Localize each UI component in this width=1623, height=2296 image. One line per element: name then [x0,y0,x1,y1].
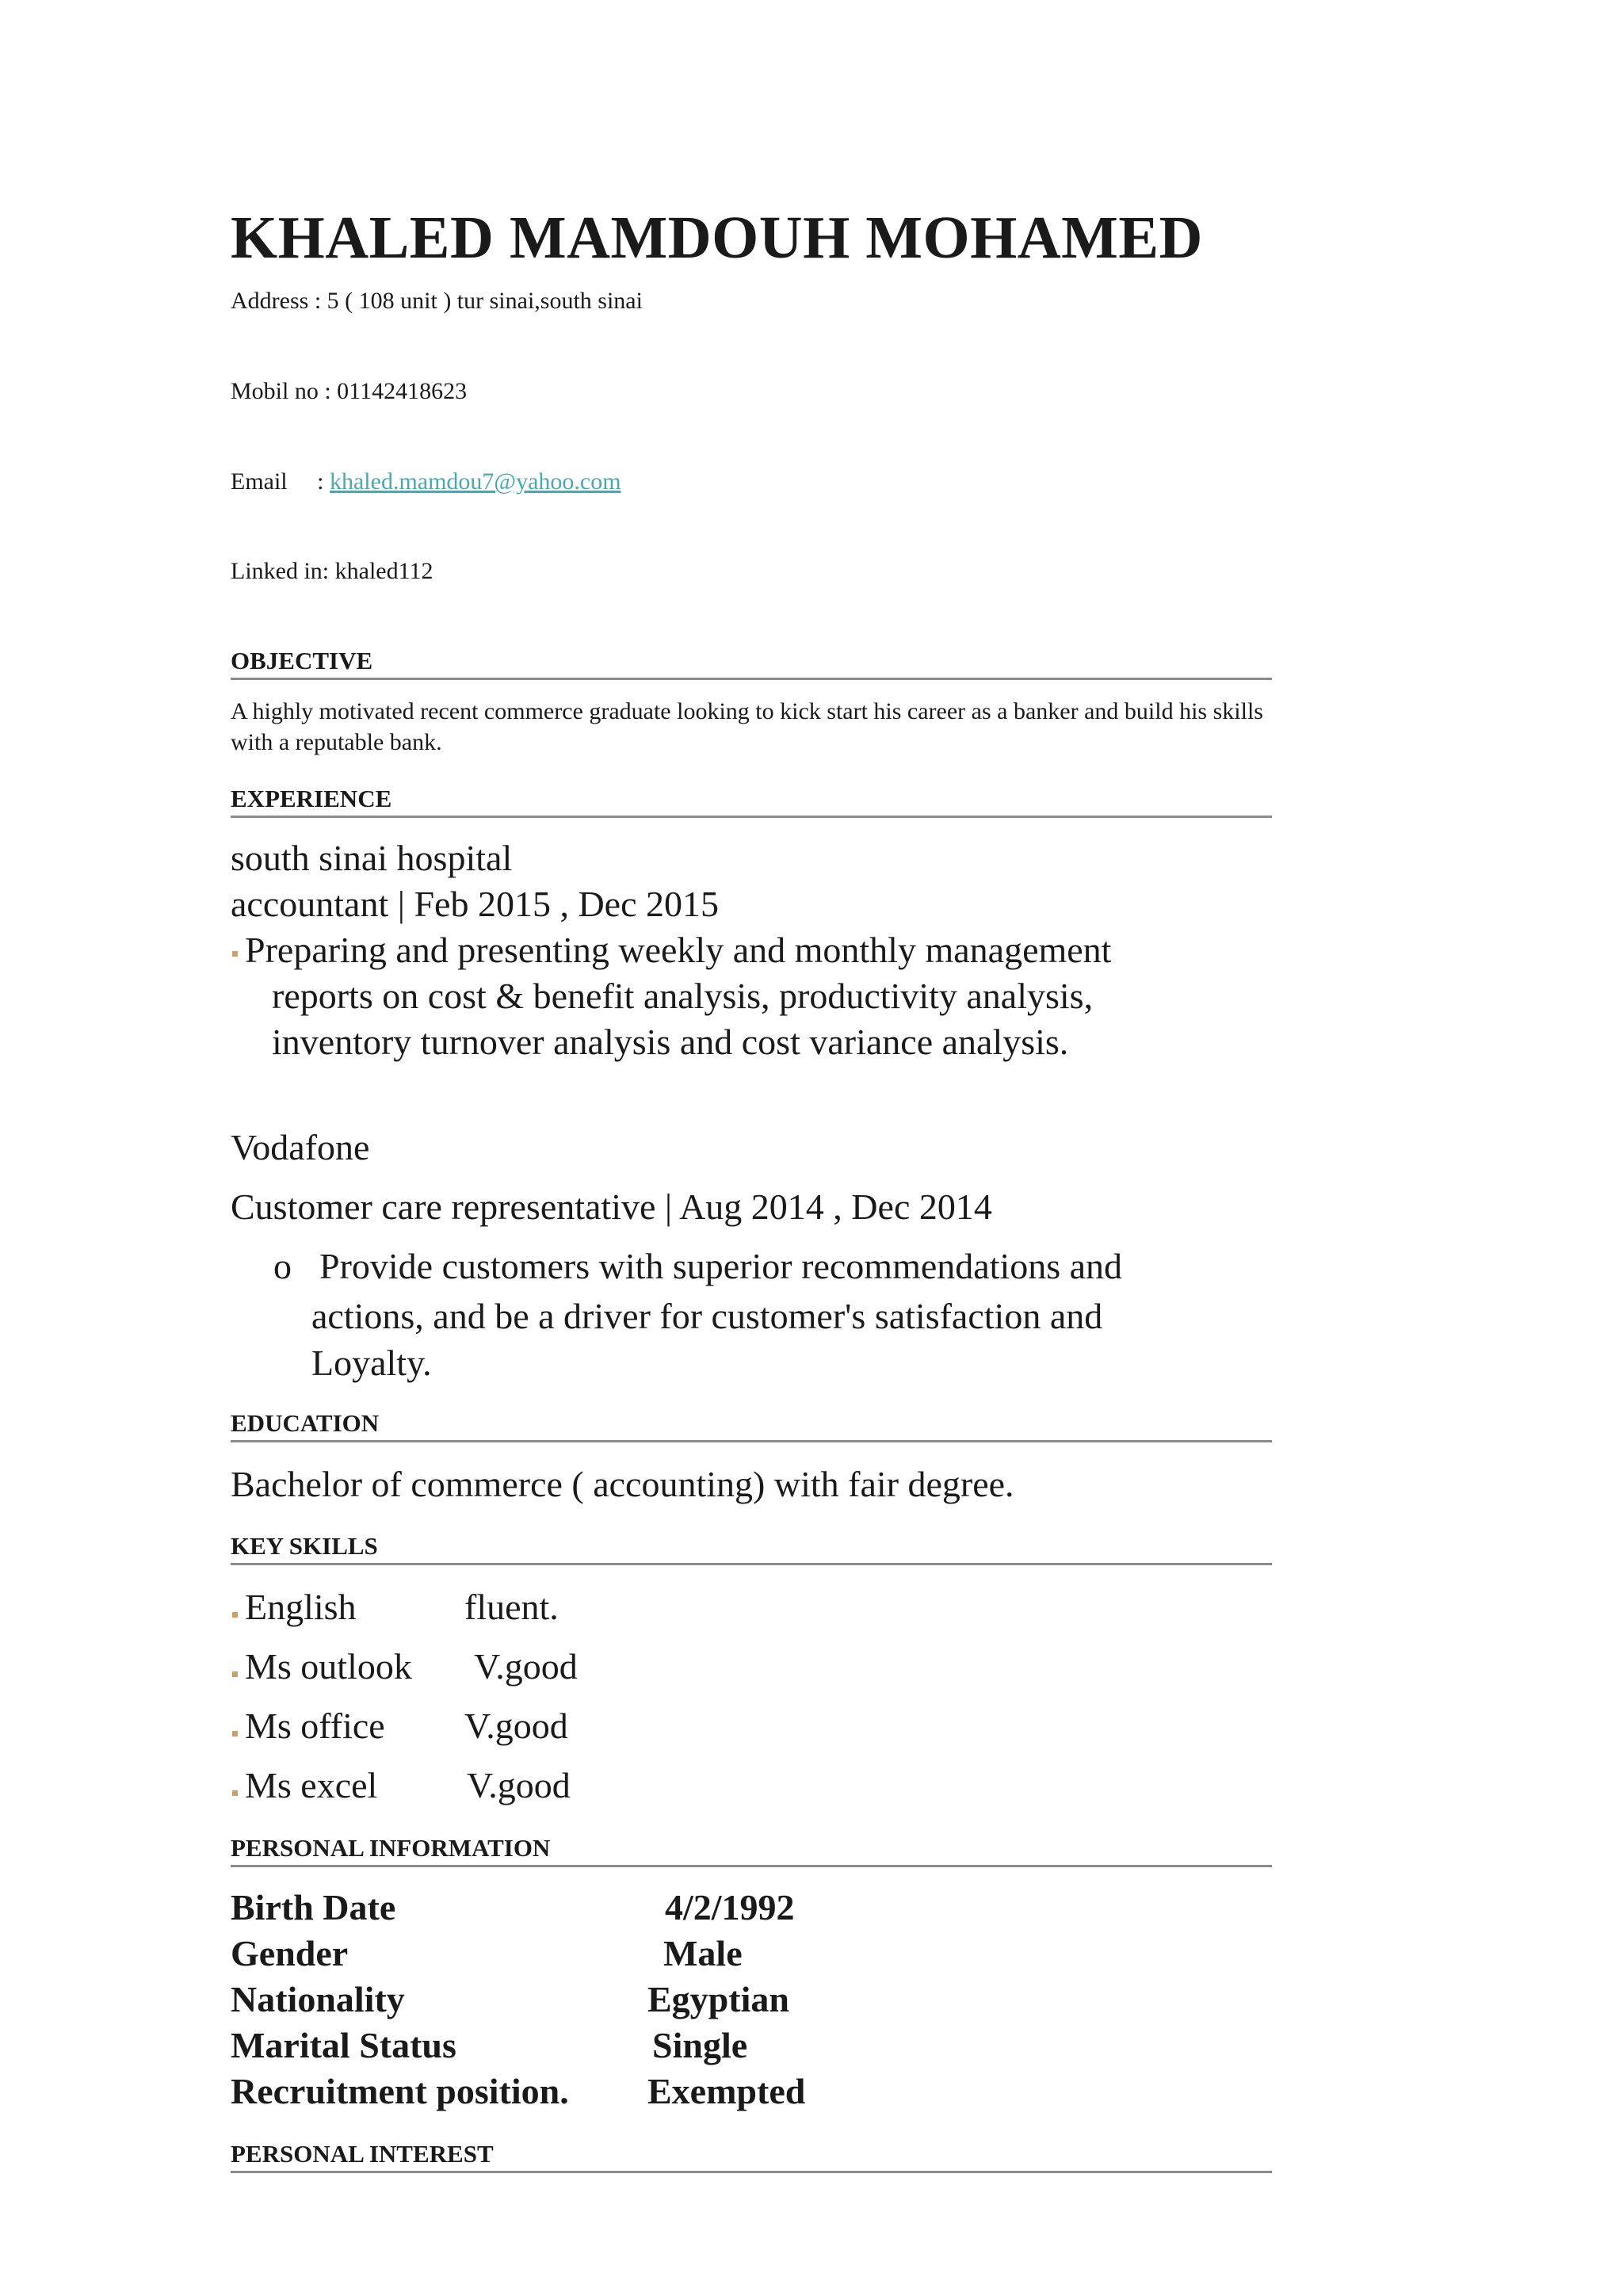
section-title-experience: EXPERIENCE [231,785,392,812]
info-value: Single [652,2025,748,2065]
experience-company: Vodafone [231,1127,370,1167]
section-objective [231,648,1272,680]
info-label: Recruitment position. [231,2071,569,2111]
section-title-education: EDUCATION [231,1409,380,1437]
linkedin: Linked in: khaled112 [231,558,433,584]
section-experience [231,786,1272,818]
info-value: Exempted [647,2071,806,2111]
skill-level: V.good [464,1706,568,1746]
skill-name: English [245,1587,357,1627]
experience-bullet-line: reports on cost & benefit analysis, productivity analysis, [272,976,1094,1016]
experience-bullet-line: Preparing and presenting weekly and monthly management [245,930,1112,970]
education-text: Bachelor of commerce ( accounting) with fair degree. [231,1464,1014,1504]
address: Address : 5 ( 108 unit ) tur sinai,south sinai [231,288,643,314]
skill-level: V.good [467,1765,571,1805]
section-title-personal-interest: PERSONAL INTEREST [231,2140,494,2168]
info-value: 4/2/1992 [665,1887,795,1927]
bullet-icon [232,1671,238,1677]
section-title-personal-information: PERSONAL INFORMATION [231,1834,551,1862]
experience-bullet-line: inventory turnover analysis and cost variance analysis. [272,1022,1069,1062]
section-personal-interest [231,2141,1272,2173]
email-line [231,470,621,494]
section-education [231,1411,1272,1442]
mobile-number: Mobil no : 01142418623 [231,378,468,404]
section-title-objective: OBJECTIVE [231,647,373,674]
info-label: Gender [231,1933,349,1973]
info-value: Egyptian [647,1979,789,2019]
skill-name: Ms excel [245,1765,378,1805]
bullet-icon [232,1731,238,1736]
section-title-key-skills: KEY SKILLS [231,1532,378,1560]
bullet-icon [232,951,238,957]
skill-name: Ms office [245,1706,385,1746]
experience-bullet-line: Provide customers with superior recommendations and [319,1246,1123,1286]
info-label: Marital Status [231,2025,456,2065]
experience-role: accountant | Feb 2015 , Dec 2015 [231,884,719,924]
email-link[interactable]: khaled.mamdou7@yahoo.com [329,468,621,495]
experience-company: south sinai hospital [231,838,513,878]
bullet-icon [232,1790,238,1796]
circle-bullet-icon: o [273,1246,292,1286]
email-label: Email : [231,468,330,495]
skill-level: V.good [474,1646,578,1687]
bullet-icon [232,1612,238,1618]
experience-role: Customer care representative | Aug 2014 , Dec 2014 [231,1186,992,1227]
candidate-name: KHALED MAMDOUH MOHAMED [231,204,1203,271]
info-label: Birth Date [231,1887,396,1927]
objective-text: A highly motivated recent commerce graduate looking to kick start his career as a banker and build his skills with a reputable bank. [231,698,1263,755]
section-personal-information [231,1836,1272,1867]
skill-level: fluent. [464,1587,559,1627]
info-value: Male [663,1933,743,1973]
experience-bullet-line: Loyalty. [311,1343,432,1383]
info-label: Nationality [231,1979,405,2019]
section-key-skills [231,1534,1272,1565]
experience-bullet-line: actions, and be a driver for customer's satisfaction and [311,1296,1103,1336]
skill-name: Ms outlook [245,1646,412,1687]
